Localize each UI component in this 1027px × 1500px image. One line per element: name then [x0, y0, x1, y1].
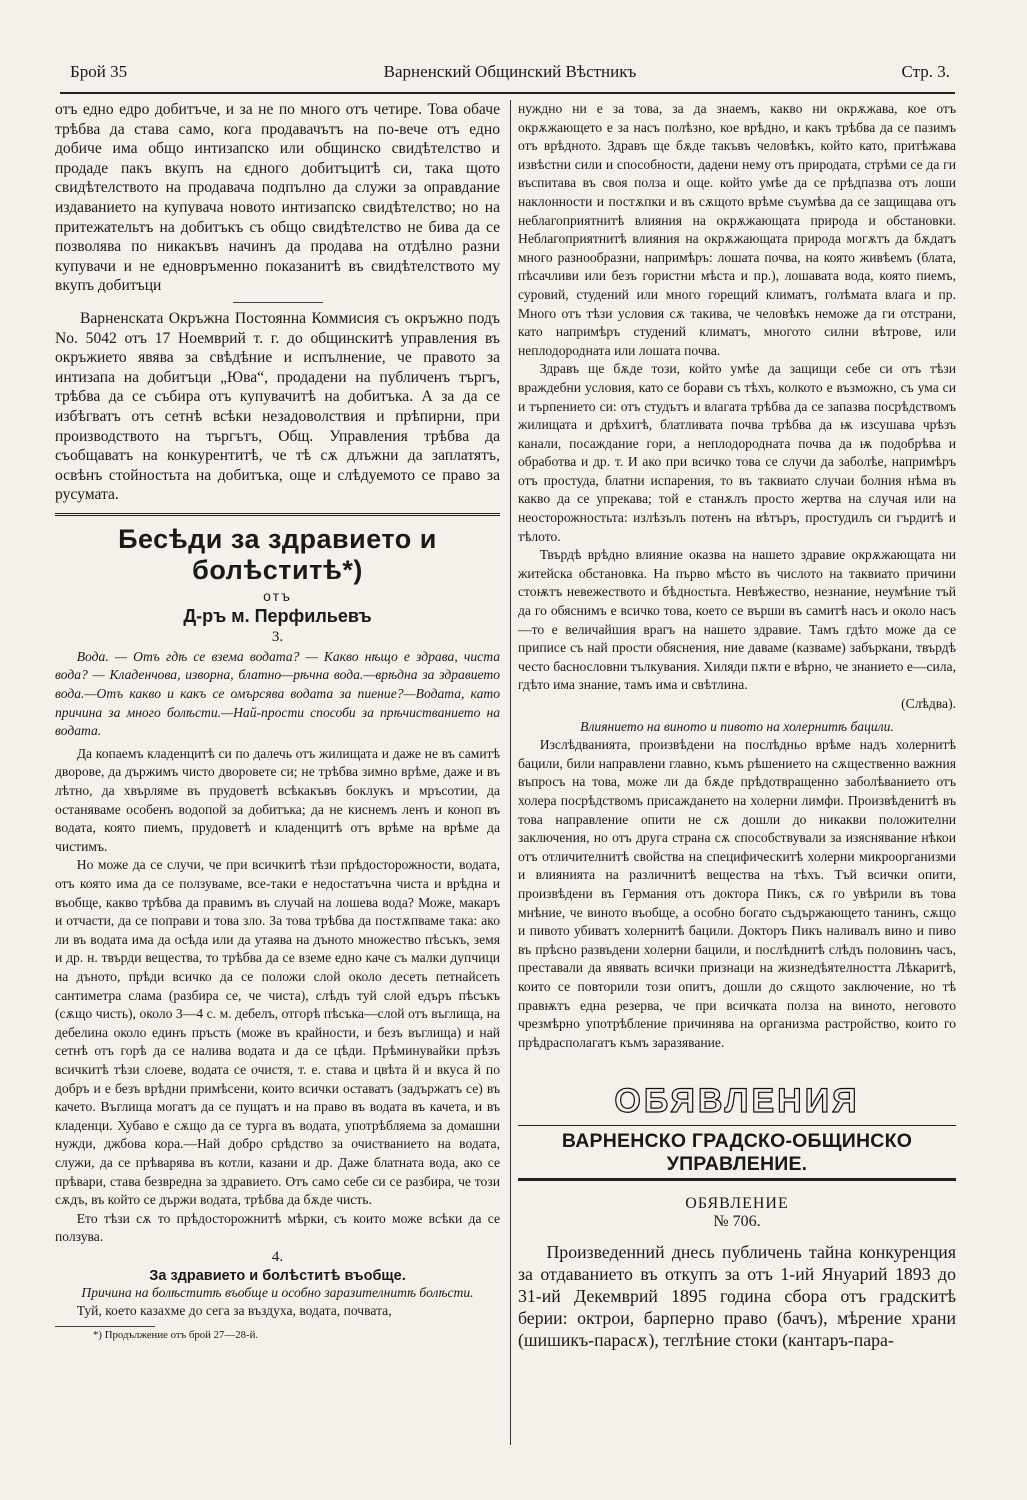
page-number: Стр. 3.: [901, 62, 950, 81]
separator: [233, 302, 323, 303]
paragraph-last: Туй, което казахме до сега за въздуха, водата, почвата,: [76, 1303, 392, 1319]
issue-number: Брой 35: [70, 62, 128, 81]
paragraph-commission: Варненската Окръжна Постоянна Коммисия съ окръжно подъ No. 5042 отъ 17 Ноемврий т. г. до общинскитѣ управления въ окръжието явява за свѣдѣние и испълнение, че правото за интизапа на добитъци „Юва“, продадени на публиченъ търгъ, трѣбва да се събира отъ купувачитѣ на добитъка. А за да се избѣгватъ отъ сетнѣ всѣки незадоволствия и прѣпирни, при производството на търгътъ, Общ. Управления трѣбва да съобщаватъ на конкурентитѣ, че тѣ сѫ длъжни да заплатятъ, освѣнъ стойностьта на добитъка, още и слѣдуемото се право за русумата.: [55, 309, 500, 504]
article-part: 3.: [271, 628, 284, 645]
paragraph-livestock-certificate: отъ едно едро добитъче, и за не по много отъ четире. Това обаче трѣбва да става само, кога продавачътъ на по-вече отъ едно добиче има общо интизапско или общинско свидѣтелство и продаде пакъ вкупъ на єдного добитъцитѣ си, така щото свидѣтелството на продавача подпълно да служи за оправдание издаванието на купувача новото интизапско свидѣтелство; но на притежательтъ на добитъкъ съ общо свидѣтелство не бива да се позволява по никакъвъ начинъ да продава на отдѣлно разни купувачи и не едновръменно показанитѣ въ свидѣтелството му вкупъ добитъци: [55, 101, 500, 295]
announcement-text: Произведенний днесь публичень тайна конкуренция за отдаванието въ откупъ за отъ 1-ий Януарий 1893 до 31-ий Декемврий 1895 година сбора отъ градскитѣ берии: октрои, барперно право (бачъ), мѣрение храни (шишикъ-парасѫ), теглѣние стоки (кантаръ-пара-: [518, 1242, 956, 1351]
article-part-4: 4.: [271, 1248, 284, 1265]
announcement-title: ОБЯВЛЕНИЕ: [685, 1195, 789, 1213]
header-rule: [60, 92, 955, 94]
paragraph-wine-beer: Изслѣдванията, произвѣдени на послѣдньо врѣме надъ холернитѣ бацили, били направлени главно, къмъ рѣшението на сѫщественно важния въпросъ на това, може ли да бѫде прѣдотвращенно заболѣванието отъ холера посрѣдствомъ присаждането на холерни лимфи. Произвѣденитѣ въ това направление опити не сѫ дошли до никакви положителни заключения, но отъ друга страна сѫ способствували за изяснявание нѣкои отъ отличителнитѣ свойства на специфическитѣ холерни микроорганизми и влиянията на различнитѣ вещества на тѣхъ. Тъй всички опити, произвѣдени въ Германия отъ доктора Пикъ, сѫ го увѣрили въ това мнѣние, че виното въобще, а особно богато съдържающето танинъ, сѫщо и пивото убиватъ холернитѣ бацили. Докторъ Пикъ наливалъ вино и пиво въ прѣсно развъдени холерни бацили, и послѣднитѣ слѣдъ половинъ часъ, преставали да явявать всички признаци на жизнедѣятелността Лѣкаритѣ, които се повторили този опитъ, дошли до сѫщото заключение, но тѣ правѭтъ една резерва, че при всичката полза на виното, неговото чрезмѣрно употрѣбление причинява на организма растройство, които го прѣдрасполагатъ къмъ заразявание.: [518, 737, 956, 1050]
section-subtitle: За здравието и болѣститѣ въобще.: [149, 1267, 406, 1284]
paragraph-health: нуждно ни е за това, за да знаемъ, какво ни окрѫжава, кое отъ окрѫжающето е за насъ полѣзно, кое врѣдно, и какъ трѣбва да се пазимъ отъ врѣдното. Здравъ ще бѫде такъвъ человѣкъ, който като, притѣжава извѣстни сили и способности, дадени нему отъ природата, стрѣми се да ги въспитава въ своя полза и още. който умѣе да се прѣдпазва отъ лоши наклонности и постѫпки и въ сѫщото врѣме съумѣва да се защищава отъ неблагоприятнитѣ влияния на окрѫжающата природа и обстановки. Неблагоприятнитѣ влияния на окрѫжающата природа могѫтъ да бѫдатъ много разнообразни, напримѣръ: лошата почва, на която живѣемъ (блата, пѣсачливи или безъ гористни мѣста и пр.), лошавата вода, която пиемъ, суровий, студений или много горещий климатъ, голѣмата влага и пр. Много отъ тѣзи условия сѫ такива, че человѣкъ неможе да ги отстрани, като напримѣръ студений климатъ, многото силни вѣтрове, или неплодородната или лошата почва.: [518, 101, 956, 358]
page-header: [70, 62, 950, 90]
footnote: *) Продължение отъ брой 27—28-й.: [93, 1329, 259, 1342]
section-rule: [55, 513, 500, 516]
section-subtitle-italic: Причина на болѣститѣ въобще и особно заразителнитѣ болѣсти.: [81, 1284, 474, 1300]
paragraph-measures: Ето тѣзи сѫ то прѣдосторожнитѣ мѣрки, съ които може всѣки да се ползува.: [55, 1210, 500, 1245]
paragraph-environment: Твърдѣ врѣдно влияние оказва на нашето здравие окрѫжающата ни житейска обстановка. На първо мѣсто въ числото на таквиато причини стоѭтъ невежеството и бѣдностьта. Невѣжество, незнание, неумѣние тъй да го обяснимъ е всичко това, което се върши въ самитѣ насъ и около насъ—то е величайшия врагъ на нашето здравие. Тамъ гдѣто може да се приписе съ най прости обяснения, ние даваме (казваме) забъркани, твърдѣ често баснословни тълкувания. Хиляди пѫти е вѣрно, че знанието е—сила, гдѣто има знание, тамъ има и свѣтлина.: [518, 547, 956, 693]
article-author: Д-ръ м. Перфильевъ: [183, 605, 372, 626]
article-subtitle: Вода. — Отъ гдѣ се взема водата? — Какво нѣщо е здрава, чиста вода? — Кладенчова, изворна, блатно—рѣчна вода.—врѣдна за здравието вода.—Отъ какво и какъ се омърсява водата за пиение?—Водата, като причина за много болѣсти.—Най-прости способи за прѣчистванието на водата.: [55, 648, 500, 739]
ad-rule-thick: [518, 1178, 956, 1181]
right-column: [518, 100, 956, 1351]
municipality-title: ВАРНЕНСКО ГРАДСКО-ОБЩИНСКО УПРАВЛЕНИЕ.: [561, 1130, 913, 1176]
paragraph-wells: Да копаемъ кладенцитѣ си по далечь отъ жилищата и даже не въ самитѣ дворове, да държимъ чисто дворовете си; не трѣбва зимно врѣме, даже и въ лѣтно, да хвърляме въ прудоветѣ всѣкакъвъ боклукъ и мръсотии, да останяваме особенъ водопой за добитъка; да не киснемъ ленъ и коноп въ водата, която пиемъ, прудоветѣ и кладенцитѣ отъ врѣме на врѣме да чистимъ.: [55, 745, 500, 854]
footnote-rule: [55, 1326, 155, 1327]
article-from: отъ: [263, 587, 292, 604]
left-column: [55, 100, 500, 1341]
paragraph-water-filter: Но може да се случи, че при всичкитѣ тѣзи прѣдосторожности, водата, отъ която има да се ползуваме, все-таки е недостатъчна чиста и врѣдна и въобще, какво трѣбва да правимъ въ случай на лошева вода? Може, макаръ и отчасти, да се поправи и това зло. За това трѣбва да постѫпваме така: ако ли въ водата има да осѣда или да утаява на дъното множество пѣсъкъ, земя и др. н. твърди вещества, то трѣбва да се вземе едно каче съ малки дупчици на дъното, прѣди всичко да се положи слой около десеть петнайсеть сантиметра слама (разбира се, че чиста), слѣдъ туй слой едъръ пѣсъкъ (сѫщо чисть), около 3—4 с. м. дебелъ, отгорѣ пѣсъка—слой отъ въглища, на дебелина около единъ пръсть (може въ крайности, и безъ въглища) и най сетнѣ отъ горѣ да се налива водата и да се цѣди. Прѣминувайки прѣзъ всичкитѣ тѣзи слоеве, водата се очистя, т. е. става и цвѣта й и вкуса й по добръ и е безъ врѣдни примѣсени, които всички оставатъ (задържатъ се) въ качето. Въглища могатъ да се пущатъ и на право въ водата въ качета, и въ кладенци. Хубаво е сѫщо да се турга въ водата, употрѣбляема за домашни нужди, джбова кора.—Най добро срѣдство за очистванието на водата, служи, да се прѣварява въ котли, казани и др. Даже блатната вода, ако се прѣвари, става безвредна за здравието. Отъ само себе си се разбира, че този сѫдъ, въ който се държи водата, трѣбва да бѫде чисть.: [55, 857, 500, 1208]
ad-rule: [518, 1125, 956, 1126]
continued-note: (Слѣдва).: [901, 696, 956, 711]
column-divider: [510, 100, 511, 1445]
wine-section-title: Влиянието на виното и пивото на холернитѣ бацили.: [580, 718, 894, 734]
paragraph-healthy-person: Здравъ ще бѫде този, който умѣе да защищи себе си отъ тѣзи враждебни условия, като се борави съ тѣхъ, колкото е възможно, съ ума си и търпението си: отъ студътъ и влагата трѣбва да се запазва посрѣдствомъ жилищата и дрѣхитѣ, блатливата почва трѣбва да ѭ изсушава чрѣзъ канали, посаждание гори, а неплодородната почва да ѭ подобрѣва и обработва и др. т. И ако при всичко това се случи да заболѣе, напримѣръ отъ простуда, блатни испарения, то въ таквиато случаи болния нѣма въ какво да се упрекава; той е станѫлъ просто жертва на случая или на неосторожностьта: излѣзълъ потенъ на вѣтъръ, простудилъ си гърдитѣ и тѣлото.: [518, 361, 956, 544]
advertisements-header: ОБЯВЛЕНИЯ: [614, 1082, 860, 1121]
announcement-number: № 706.: [713, 1213, 761, 1231]
newspaper-title: Варненский Общинский Вѣстникъ: [383, 62, 637, 81]
article-title: Бесѣди за здравието и болѣститѣ*): [118, 523, 437, 585]
